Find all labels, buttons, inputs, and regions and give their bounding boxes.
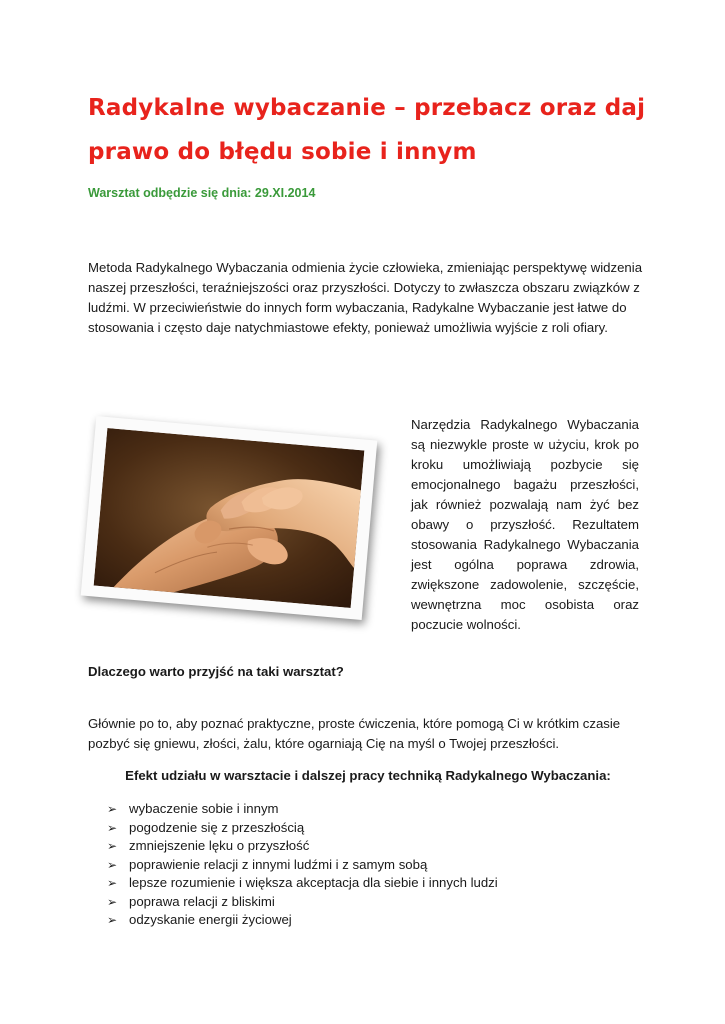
arrow-bullet-icon: ➢ xyxy=(107,894,118,909)
intro-paragraph: Metoda Radykalnego Wybaczania odmienia życie człowieka, zmieniając perspektywę widzenia naszej przeszłości, teraźniejszości oraz przyszłości. Dotyczy to zwłaszcza obszaru związków z ludźmi. W przeciwieństwie do innych form wybaczania, Radykalne Wybaczanie jest łatwe do stosowania i często daje natychmiastowe efekty, ponieważ umożliwia wyjście z roli ofiary. xyxy=(88,260,643,335)
list-item: ➢ poprawienie relacji z innymi ludźmi i z samym sobą xyxy=(107,856,627,875)
list-item: ➢ wybaczenie sobie i innym xyxy=(107,800,627,819)
section-question: Dlaczego warto przyjść na taki warsztat? xyxy=(88,664,344,679)
list-item: ➢ zmniejszenie lęku o przyszłość xyxy=(107,837,627,856)
list-item: ➢ pogodzenie się z przeszłością xyxy=(107,819,627,838)
page-title: Radykalne wybaczanie – przebacz oraz daj prawo do błędu sobie i innym xyxy=(88,95,646,165)
answer-paragraph: Głównie po to, aby poznać praktyczne, proste ćwiczenia, które pomogą Ci w krótkim czasie pozbyć się gniewu, złości, żalu, które ogarniają Cię na myśl o Twojej przeszłości. xyxy=(88,716,621,751)
list-item: ➢ lepsze rozumienie i większa akceptacja dla siebie i innych ludzi xyxy=(107,874,627,893)
photo-container xyxy=(68,410,398,625)
effects-list xyxy=(107,800,627,930)
effects-heading: Efekt udziału w warsztacie i dalszej pracy techniką Radykalnego Wybaczania: xyxy=(125,768,611,783)
arrow-bullet-icon: ➢ xyxy=(107,839,118,853)
arrow-bullet-icon: ➢ xyxy=(107,857,118,872)
list-item: ➢ odzyskanie energii życiowej xyxy=(107,911,627,930)
tools-paragraph: Narzędzia Radykalnego Wybaczania są niezwykle proste w użyciu, krok po kroku umożliwiają pozbycie się emocjonalnego bagażu przeszłości, jak również pozwalają nam żyć bez obawy o przyszłość. Rezultatem stosowania Radykalnego Wybaczania jest ogólna poprawa zdrowia, zwiększone zadowolenie, szczęście, wewnętrzna moc osobista oraz poczucie wolności. xyxy=(411,417,639,632)
arrow-bullet-icon: ➢ xyxy=(107,913,118,927)
workshop-date: Warsztat odbędzie się dnia: 29.XI.2014 xyxy=(88,186,316,200)
arrow-bullet-icon: ➢ xyxy=(107,820,118,835)
arrow-bullet-icon: ➢ xyxy=(107,802,118,816)
photo-frame xyxy=(81,416,378,620)
clasped-hands-photo xyxy=(94,428,365,608)
list-item: ➢ poprawa relacji z bliskimi xyxy=(107,893,627,912)
arrow-bullet-icon: ➢ xyxy=(107,876,118,890)
